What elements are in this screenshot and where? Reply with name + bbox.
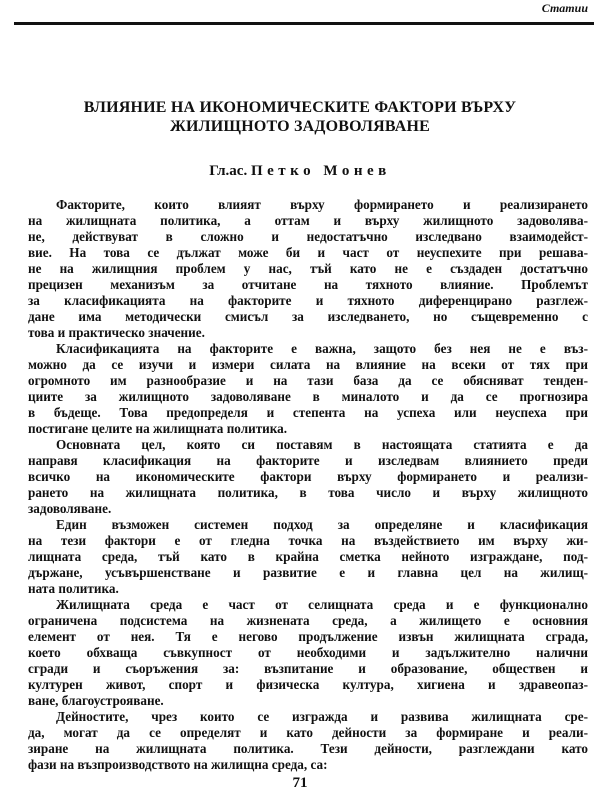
text-line: за класификацията на факторите и тяхното диференцирано разглеж-: [28, 293, 588, 308]
text-line: Дейностите, чрез които се изгражда и развива жилищната сре-: [56, 709, 588, 724]
text-line: на тези фактори е от гледна точка на въздействието им върху жи-: [28, 533, 588, 548]
author-byline: [0, 163, 600, 180]
text-line: Факторите, които влияят върху формирането и реализирането: [56, 197, 588, 212]
text-line: огромното им разнообразие и на тази база да се обясняват тенден-: [28, 373, 588, 388]
text-line: постигане целите на жилищната политика.: [28, 421, 288, 436]
text-line: Жилищната среда е част от селищната среда и е функционално: [56, 597, 588, 612]
article-title: [20, 98, 580, 136]
paragraph: [28, 437, 588, 517]
text-line: ограничена подсистема на жизнената среда, а жилището е основния: [28, 613, 588, 628]
text-line: не, действуват в сложно и недостатъчно изследвано взаимодейст-: [28, 229, 588, 244]
author-name: Петко Монев: [250, 163, 391, 179]
text-line: елемент от нея. Тя е негово продължение извън жилищната сграда,: [28, 629, 588, 644]
text-line: всичко на икономическите фактори върху формирането и реализи-: [28, 469, 588, 484]
author-prefix: Гл.ас.: [209, 163, 248, 179]
text-line: на жилищната политика, а оттам и върху жилищното задоволява-: [28, 213, 588, 228]
text-line: дане има методически смисъл за изследването, но същевременно с: [28, 309, 588, 324]
paragraph: [28, 517, 588, 597]
text-line: държане, усъвършенстване и развитие е и главна цел на жилищ-: [28, 565, 588, 580]
article-body: [28, 197, 588, 773]
title-line: ВЛИЯНИЕ НА ИКОНОМИЧЕСКИТЕ ФАКТОРИ ВЪРХУ: [83, 99, 517, 116]
text-line: задоволяване.: [28, 501, 112, 516]
text-line: Основната цел, която си поставям в настоящата статията е да: [56, 437, 588, 452]
text-line: не на жилищния проблем у нас, тъй като не е създаден достатъчно: [28, 261, 588, 276]
paragraph: [28, 597, 588, 709]
text-line: сгради и съоръжения за: възпитание и образование, обществен и: [28, 661, 588, 676]
paragraph: [28, 709, 588, 773]
text-line: можно да се изучи и измери силата на влияние на всеки от тях при: [28, 357, 588, 372]
text-line: прецизен механизъм за отчитане на тяхното влияние. Проблемът: [28, 277, 588, 292]
page-number: 71: [292, 775, 308, 791]
text-line: циите за жилищното задоволяване в миналото и да се прогнозира: [28, 389, 588, 404]
text-line: ване, благоустрояване.: [28, 693, 164, 708]
text-line: вие. На това се дължат може би и част от неуспехите при решава-: [28, 245, 588, 260]
text-line: Един възможен системен подход за определяне и класификация: [56, 517, 588, 532]
text-line: направя класификация на факторите и изследвам влиянието преди: [28, 453, 588, 468]
text-line: лищната среда, тъй като в крайна сметка нейното изграждане, под-: [28, 549, 588, 564]
text-line: това и практическо значение.: [28, 325, 205, 340]
paragraph: [28, 341, 588, 437]
paragraph: [28, 197, 588, 341]
text-line: в бъдеще. Това предопределя и степента на успеха или неуспеха при: [28, 405, 588, 420]
text-line: зиране на жилищната политика. Тези дейности, разглеждани като: [28, 741, 588, 756]
title-line: ЖИЛИЩНОТО ЗАДОВОЛЯВАНЕ: [170, 118, 430, 135]
text-line: фази на възпроизводството на жилищна среда, са:: [28, 757, 328, 772]
text-line: което обхваща съвкупност от необходими и задължително налични: [28, 645, 588, 660]
text-line: да, могат да се определят и като дейности за формиране и реали-: [28, 725, 588, 740]
header-rule: [14, 22, 594, 25]
text-line: ната политика.: [28, 581, 119, 596]
text-line: Класификацията на факторите е важна, защото без нея не е въз-: [56, 341, 588, 356]
text-line: рането на жилищната политика, в това число и върху жилищното: [28, 485, 588, 500]
running-head: Статии: [541, 1, 588, 15]
page-header: [0, 0, 600, 28]
text-line: културен живот, спорт и физическа култура, хигиена и здравеопаз-: [28, 677, 588, 692]
